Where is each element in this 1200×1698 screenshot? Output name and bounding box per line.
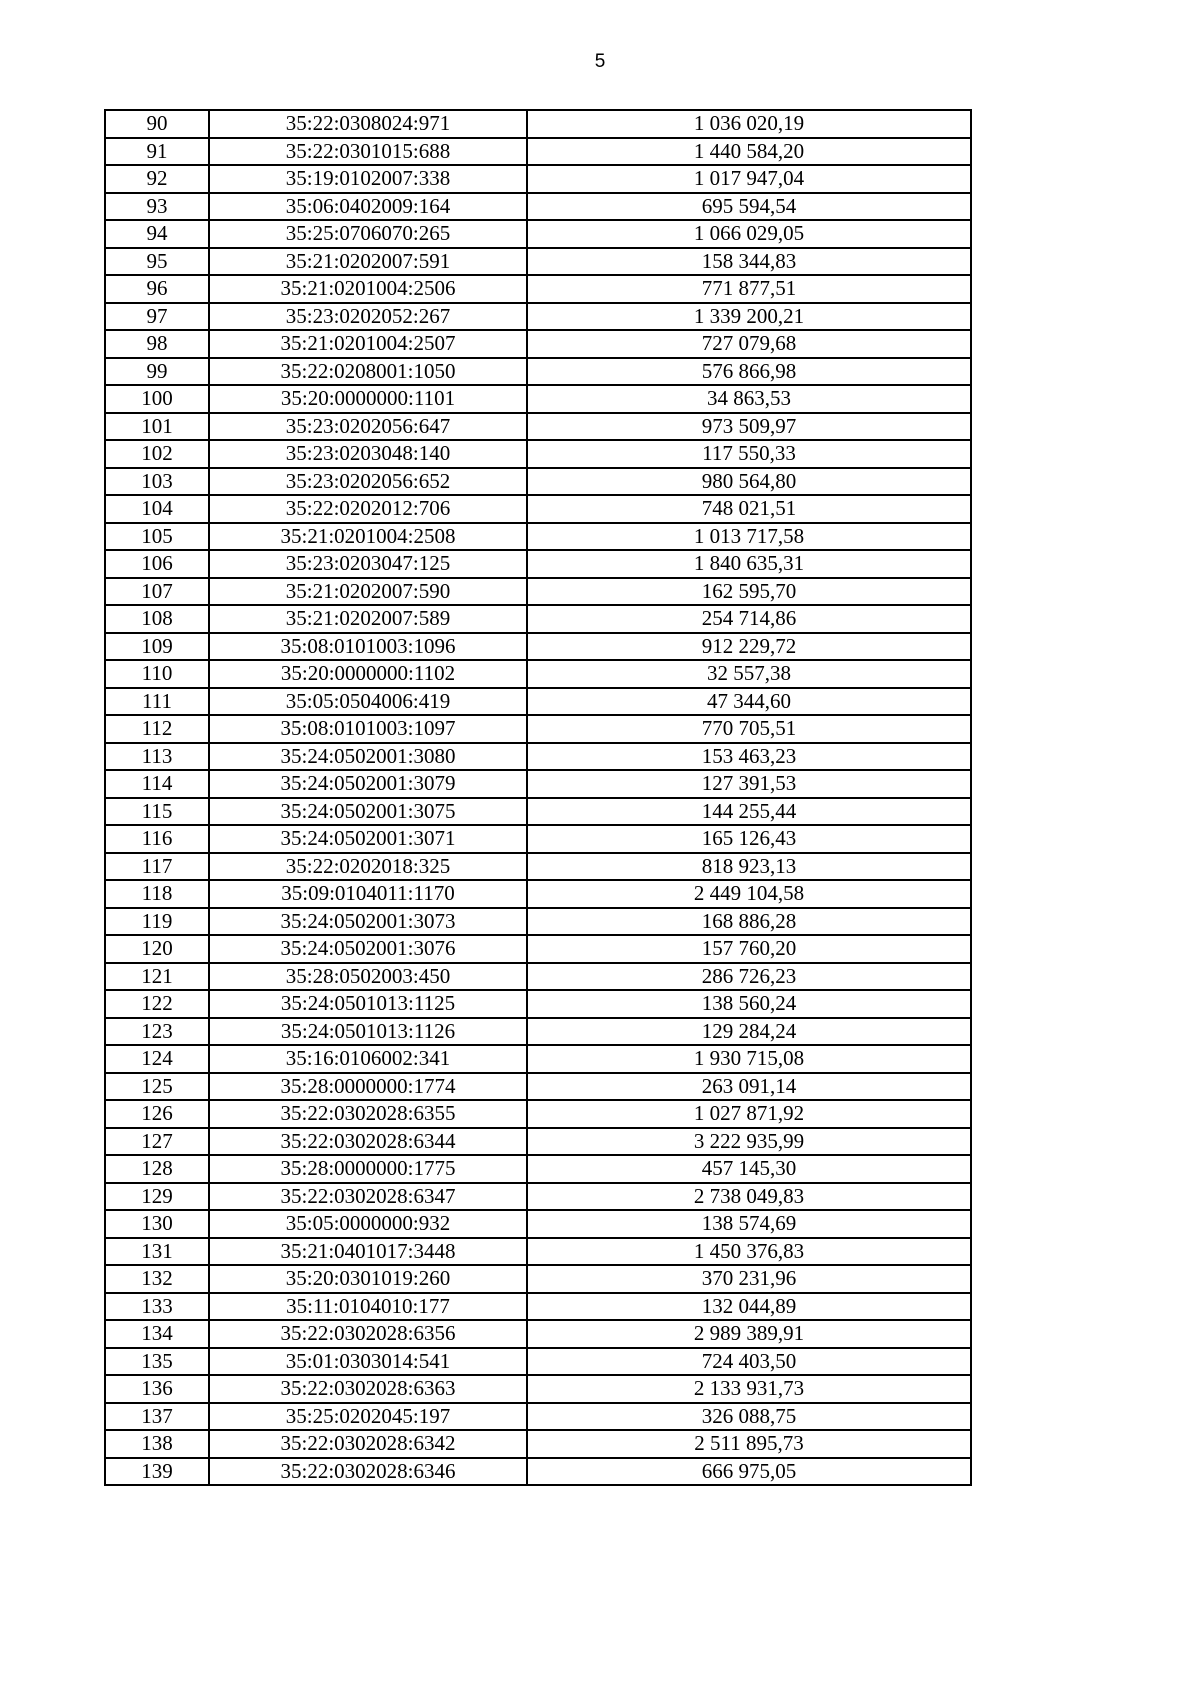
row-number-cell: 101: [105, 413, 209, 441]
value-cell: 2 738 049,83: [527, 1183, 971, 1211]
value-cell: 168 886,28: [527, 908, 971, 936]
cadastral-number-cell: 35:22:0302028:6347: [209, 1183, 527, 1211]
table-row: [105, 1018, 971, 1046]
value-cell: 973 509,97: [527, 413, 971, 441]
cadastral-number-cell: 35:23:0202056:652: [209, 468, 527, 496]
table-row: [105, 1128, 971, 1156]
row-number-cell: 97: [105, 303, 209, 331]
value-cell: 144 255,44: [527, 798, 971, 826]
page-number: 5: [594, 51, 606, 72]
value-cell: 153 463,23: [527, 743, 971, 771]
table-row: [105, 770, 971, 798]
cadastral-number-cell: 35:28:0502003:450: [209, 963, 527, 991]
table-row: [105, 440, 971, 468]
value-cell: 47 344,60: [527, 688, 971, 716]
cadastral-number-cell: 35:08:0101003:1097: [209, 715, 527, 743]
table-row: [105, 550, 971, 578]
value-cell: 158 344,83: [527, 248, 971, 276]
value-cell: 1 066 029,05: [527, 220, 971, 248]
cadastral-number-cell: 35:22:0202012:706: [209, 495, 527, 523]
table-row: [105, 1045, 971, 1073]
row-number-cell: 137: [105, 1403, 209, 1431]
cadastral-number-cell: 35:06:0402009:164: [209, 193, 527, 221]
row-number-cell: 134: [105, 1320, 209, 1348]
row-number-cell: 92: [105, 165, 209, 193]
value-cell: 2 449 104,58: [527, 880, 971, 908]
table-row: [105, 193, 971, 221]
table-row: [105, 1293, 971, 1321]
cadastral-number-cell: 35:25:0706070:265: [209, 220, 527, 248]
value-cell: 370 231,96: [527, 1265, 971, 1293]
value-cell: 1 440 584,20: [527, 138, 971, 166]
value-cell: 32 557,38: [527, 660, 971, 688]
cadastral-number-cell: 35:20:0000000:1101: [209, 385, 527, 413]
table-row: [105, 1073, 971, 1101]
value-cell: 3 222 935,99: [527, 1128, 971, 1156]
row-number-cell: 124: [105, 1045, 209, 1073]
value-cell: 980 564,80: [527, 468, 971, 496]
cadastral-number-cell: 35:21:0201004:2507: [209, 330, 527, 358]
table-row: [105, 1265, 971, 1293]
table-row: [105, 1430, 971, 1458]
row-number-cell: 129: [105, 1183, 209, 1211]
table-row: [105, 1238, 971, 1266]
row-number-cell: 132: [105, 1265, 209, 1293]
row-number-cell: 135: [105, 1348, 209, 1376]
cadastral-number-cell: 35:22:0302028:6346: [209, 1458, 527, 1486]
row-number-cell: 113: [105, 743, 209, 771]
row-number-cell: 122: [105, 990, 209, 1018]
table-row: [105, 1458, 971, 1486]
table-row: [105, 853, 971, 881]
row-number-cell: 95: [105, 248, 209, 276]
cadastral-number-cell: 35:22:0302028:6344: [209, 1128, 527, 1156]
row-number-cell: 111: [105, 688, 209, 716]
value-cell: 2 511 895,73: [527, 1430, 971, 1458]
value-cell: 1 339 200,21: [527, 303, 971, 331]
cadastral-number-cell: 35:11:0104010:177: [209, 1293, 527, 1321]
value-cell: 286 726,23: [527, 963, 971, 991]
cadastral-number-cell: 35:22:0202018:325: [209, 853, 527, 881]
value-cell: 1 450 376,83: [527, 1238, 971, 1266]
value-cell: 912 229,72: [527, 633, 971, 661]
row-number-cell: 121: [105, 963, 209, 991]
cadastral-number-cell: 35:23:0202052:267: [209, 303, 527, 331]
row-number-cell: 131: [105, 1238, 209, 1266]
table-row: [105, 110, 971, 138]
cadastral-number-cell: 35:24:0502001:3076: [209, 935, 527, 963]
value-cell: 1 036 020,19: [527, 110, 971, 138]
table-row: [105, 743, 971, 771]
value-cell: 132 044,89: [527, 1293, 971, 1321]
table-row: [105, 688, 971, 716]
cadastral-number-cell: 35:23:0202056:647: [209, 413, 527, 441]
cadastral-number-cell: 35:21:0202007:590: [209, 578, 527, 606]
cadastral-number-cell: 35:28:0000000:1775: [209, 1155, 527, 1183]
table-row: [105, 1348, 971, 1376]
cadastral-number-cell: 35:24:0501013:1125: [209, 990, 527, 1018]
row-number-cell: 139: [105, 1458, 209, 1486]
cadastral-number-cell: 35:21:0201004:2508: [209, 523, 527, 551]
row-number-cell: 93: [105, 193, 209, 221]
value-cell: 34 863,53: [527, 385, 971, 413]
table-row: [105, 605, 971, 633]
cadastral-number-cell: 35:24:0502001:3080: [209, 743, 527, 771]
row-number-cell: 91: [105, 138, 209, 166]
row-number-cell: 118: [105, 880, 209, 908]
table-row: [105, 715, 971, 743]
cadastral-number-cell: 35:25:0202045:197: [209, 1403, 527, 1431]
cadastral-number-cell: 35:22:0308024:971: [209, 110, 527, 138]
cadastral-value-table: [104, 109, 972, 1486]
table-row: [105, 523, 971, 551]
cadastral-number-cell: 35:28:0000000:1774: [209, 1073, 527, 1101]
cadastral-number-cell: 35:05:0000000:932: [209, 1210, 527, 1238]
table-row: [105, 880, 971, 908]
table-row: [105, 413, 971, 441]
value-cell: 138 560,24: [527, 990, 971, 1018]
row-number-cell: 99: [105, 358, 209, 386]
row-number-cell: 138: [105, 1430, 209, 1458]
cadastral-number-cell: 35:16:0106002:341: [209, 1045, 527, 1073]
row-number-cell: 96: [105, 275, 209, 303]
value-cell: 818 923,13: [527, 853, 971, 881]
cadastral-number-cell: 35:22:0302028:6342: [209, 1430, 527, 1458]
table-row: [105, 248, 971, 276]
table-row: [105, 1403, 971, 1431]
row-number-cell: 126: [105, 1100, 209, 1128]
row-number-cell: 136: [105, 1375, 209, 1403]
table-row: [105, 275, 971, 303]
cadastral-number-cell: 35:23:0203047:125: [209, 550, 527, 578]
row-number-cell: 105: [105, 523, 209, 551]
cadastral-number-cell: 35:22:0302028:6356: [209, 1320, 527, 1348]
row-number-cell: 94: [105, 220, 209, 248]
table-row: [105, 825, 971, 853]
cadastral-number-cell: 35:01:0303014:541: [209, 1348, 527, 1376]
table-row: [105, 385, 971, 413]
value-cell: 117 550,33: [527, 440, 971, 468]
row-number-cell: 112: [105, 715, 209, 743]
row-number-cell: 133: [105, 1293, 209, 1321]
table-row: [105, 495, 971, 523]
row-number-cell: 120: [105, 935, 209, 963]
table-row: [105, 990, 971, 1018]
table-row: [105, 165, 971, 193]
cadastral-number-cell: 35:22:0302028:6363: [209, 1375, 527, 1403]
value-cell: 666 975,05: [527, 1458, 971, 1486]
value-cell: 165 126,43: [527, 825, 971, 853]
value-cell: 326 088,75: [527, 1403, 971, 1431]
table-row: [105, 1320, 971, 1348]
value-cell: 138 574,69: [527, 1210, 971, 1238]
row-number-cell: 130: [105, 1210, 209, 1238]
cadastral-number-cell: 35:05:0504006:419: [209, 688, 527, 716]
cadastral-number-cell: 35:22:0301015:688: [209, 138, 527, 166]
cadastral-number-cell: 35:24:0502001:3073: [209, 908, 527, 936]
row-number-cell: 100: [105, 385, 209, 413]
value-cell: 2 133 931,73: [527, 1375, 971, 1403]
table-row: [105, 303, 971, 331]
cadastral-number-cell: 35:19:0102007:338: [209, 165, 527, 193]
value-cell: 770 705,51: [527, 715, 971, 743]
table-row: [105, 798, 971, 826]
value-cell: 162 595,70: [527, 578, 971, 606]
cadastral-number-cell: 35:22:0302028:6355: [209, 1100, 527, 1128]
row-number-cell: 90: [105, 110, 209, 138]
row-number-cell: 116: [105, 825, 209, 853]
value-cell: 748 021,51: [527, 495, 971, 523]
table-row: [105, 578, 971, 606]
value-cell: 695 594,54: [527, 193, 971, 221]
value-cell: 1 930 715,08: [527, 1045, 971, 1073]
cadastral-number-cell: 35:21:0401017:3448: [209, 1238, 527, 1266]
cadastral-number-cell: 35:21:0202007:591: [209, 248, 527, 276]
row-number-cell: 128: [105, 1155, 209, 1183]
row-number-cell: 108: [105, 605, 209, 633]
row-number-cell: 107: [105, 578, 209, 606]
table-body: [105, 110, 971, 1485]
cadastral-number-cell: 35:22:0208001:1050: [209, 358, 527, 386]
row-number-cell: 110: [105, 660, 209, 688]
value-cell: 1 840 635,31: [527, 550, 971, 578]
table-row: [105, 660, 971, 688]
row-number-cell: 125: [105, 1073, 209, 1101]
table-row: [105, 963, 971, 991]
cadastral-number-cell: 35:24:0501013:1126: [209, 1018, 527, 1046]
cadastral-number-cell: 35:20:0000000:1102: [209, 660, 527, 688]
row-number-cell: 106: [105, 550, 209, 578]
cadastral-number-cell: 35:08:0101003:1096: [209, 633, 527, 661]
cadastral-number-cell: 35:24:0502001:3071: [209, 825, 527, 853]
value-cell: 129 284,24: [527, 1018, 971, 1046]
value-cell: 724 403,50: [527, 1348, 971, 1376]
value-cell: 127 391,53: [527, 770, 971, 798]
table-row: [105, 220, 971, 248]
row-number-cell: 119: [105, 908, 209, 936]
table-row: [105, 138, 971, 166]
value-cell: 457 145,30: [527, 1155, 971, 1183]
value-cell: 157 760,20: [527, 935, 971, 963]
value-cell: 263 091,14: [527, 1073, 971, 1101]
table-row: [105, 330, 971, 358]
value-cell: 254 714,86: [527, 605, 971, 633]
row-number-cell: 103: [105, 468, 209, 496]
row-number-cell: 117: [105, 853, 209, 881]
row-number-cell: 109: [105, 633, 209, 661]
cadastral-number-cell: 35:23:0203048:140: [209, 440, 527, 468]
row-number-cell: 127: [105, 1128, 209, 1156]
cadastral-number-cell: 35:21:0201004:2506: [209, 275, 527, 303]
value-cell: 727 079,68: [527, 330, 971, 358]
cadastral-number-cell: 35:24:0502001:3075: [209, 798, 527, 826]
table-row: [105, 358, 971, 386]
cadastral-number-cell: 35:09:0104011:1170: [209, 880, 527, 908]
cadastral-number-cell: 35:21:0202007:589: [209, 605, 527, 633]
table-row: [105, 468, 971, 496]
cadastral-number-cell: 35:24:0502001:3079: [209, 770, 527, 798]
table-row: [105, 1183, 971, 1211]
value-cell: 2 989 389,91: [527, 1320, 971, 1348]
table-row: [105, 633, 971, 661]
table-row: [105, 1210, 971, 1238]
value-cell: 576 866,98: [527, 358, 971, 386]
value-cell: 1 013 717,58: [527, 523, 971, 551]
table-row: [105, 1375, 971, 1403]
row-number-cell: 115: [105, 798, 209, 826]
row-number-cell: 102: [105, 440, 209, 468]
table-row: [105, 935, 971, 963]
row-number-cell: 123: [105, 1018, 209, 1046]
table-row: [105, 1155, 971, 1183]
row-number-cell: 98: [105, 330, 209, 358]
row-number-cell: 104: [105, 495, 209, 523]
table-row: [105, 1100, 971, 1128]
table-row: [105, 908, 971, 936]
cadastral-number-cell: 35:20:0301019:260: [209, 1265, 527, 1293]
row-number-cell: 114: [105, 770, 209, 798]
value-cell: 1 027 871,92: [527, 1100, 971, 1128]
value-cell: 1 017 947,04: [527, 165, 971, 193]
value-cell: 771 877,51: [527, 275, 971, 303]
